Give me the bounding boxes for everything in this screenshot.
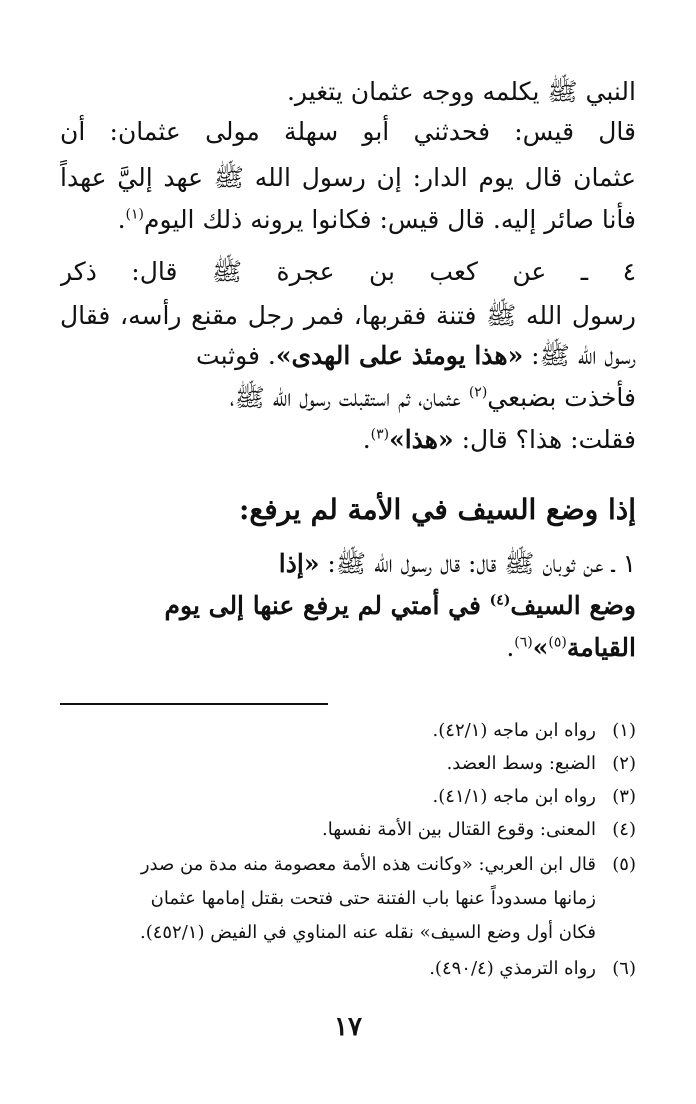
footnote-5-number: (٥) — [612, 854, 636, 875]
hadith-4-line-5 — [60, 420, 636, 460]
body-line-4 — [60, 200, 636, 240]
footnote-ref-6: (٦) — [514, 634, 533, 651]
hadith-4-line-4-b: عثمان، ثم استقبلت رسول الله ﷺ، — [229, 383, 469, 412]
hadith-4-line-3-c: . فوثبت — [196, 341, 276, 370]
hadith-1-line-1-a: ١ ـ عن ثوبان ﷺ قال: قال رسول الله ﷺ: — [319, 549, 636, 578]
footnote-4-text: المعنى: وقوع القتال بين الأمة نفسها. — [322, 819, 596, 840]
footnote-1-number: (١) — [612, 720, 636, 741]
footnote-3-text: رواه ابن ماجه (٤١/١). — [432, 786, 596, 807]
hadith-1-line-3-end: . — [506, 633, 515, 662]
footnote-divider — [60, 703, 328, 705]
hadith-1-line-2-a: وضع السيف — [510, 591, 636, 620]
footnote-3-number: (٣) — [612, 786, 636, 807]
footnote-ref-2: (٢) — [468, 384, 488, 401]
hadith-4-line-2: رسول الله ﷺ فتنة فقربها، فمر رجل مقنع رأسه، فقال — [60, 301, 636, 330]
hadith-1-quote-start: «إذا — [278, 549, 320, 578]
hadith-4-line-1: ٤ ـ عن كعب بن عجرة ﷺ قال: ذكر — [60, 257, 636, 286]
hadith-4-line-4-a: فأخذت بضبعي — [487, 383, 636, 412]
footnote-ref-4: (٤) — [489, 592, 511, 609]
footnote-6 — [60, 954, 636, 984]
section-heading: إذا وضع السيف في الأمة لم يرفع: — [239, 493, 636, 526]
footnote-4-number: (٤) — [612, 819, 636, 840]
hadith-1-line-3-a: القيامة — [566, 633, 636, 662]
hadith-1-quote-end: » — [532, 633, 549, 662]
body-line-4-text: فأنا صائر إليه. قال قيس: فكانوا يرونه ذلك اليوم — [144, 205, 636, 234]
prophetic-quote-2: «هذا» — [389, 425, 454, 454]
footnote-6-text: رواه الترمذي (٤٩٠/٤). — [429, 958, 596, 979]
prophetic-quote-1: «هذا يومئذ على الهدى» — [275, 341, 524, 370]
hadith-4-line-5-end: . — [362, 425, 371, 454]
page-number: ١٧ — [334, 1012, 362, 1042]
hadith-4-line-3-a: رسول الله ﷺ: — [523, 341, 636, 370]
body-line-1: النبي ﷺ يكلمه ووجه عثمان يتغير. — [286, 77, 636, 106]
footnote-6-number: (٦) — [612, 958, 636, 979]
footnote-2-text: الضبع: وسط العضد. — [446, 753, 596, 774]
footnote-ref-3: (٣) — [370, 426, 390, 443]
footnote-5-text-line-1: قال ابن العربي: «وكانت هذه الأمة معصومة منه مدة من صدر — [140, 854, 596, 875]
hadith-1-line-1 — [60, 544, 636, 584]
hadith-4-line-3 — [60, 336, 636, 376]
hadith-1-line-2-b: في أمتي لم يرفع عنها إلى يوم — [164, 591, 490, 620]
footnote-4 — [60, 815, 636, 845]
body-line-4-end: . — [117, 205, 126, 234]
footnote-ref-5: (٥) — [548, 634, 567, 651]
hadith-4-line-4 — [60, 378, 636, 418]
hadith-1-line-3 — [60, 628, 636, 668]
footnote-5 — [60, 850, 636, 880]
body-line-2: قال قيس: فحدثني أبو سهلة مولى عثمان: أن — [60, 117, 636, 146]
footnote-2 — [60, 749, 636, 779]
hadith-1-line-2 — [60, 586, 636, 626]
footnote-ref-1: (١) — [125, 206, 144, 223]
footnote-1 — [60, 716, 636, 746]
footnote-5-line-2: زمانها مسدوداً عنها باب الفتنة حتى فتحت بقتل إمامها عثمان — [150, 888, 596, 909]
footnote-5-line-3: فكان أول وضع السيف» نقله عنه المناوي في الفيض (٤٥٢/١). — [139, 922, 596, 943]
hadith-4-line-5-a: فقلت: هذا؟ قال: — [453, 425, 636, 454]
footnote-2-number: (٢) — [612, 753, 636, 774]
body-line-3: عثمان قال يوم الدار: إن رسول الله ﷺ عهد إليَّ عهداً — [60, 163, 636, 192]
footnote-3 — [60, 782, 636, 812]
footnote-1-text: رواه ابن ماجه (٤٢/١). — [432, 720, 596, 741]
